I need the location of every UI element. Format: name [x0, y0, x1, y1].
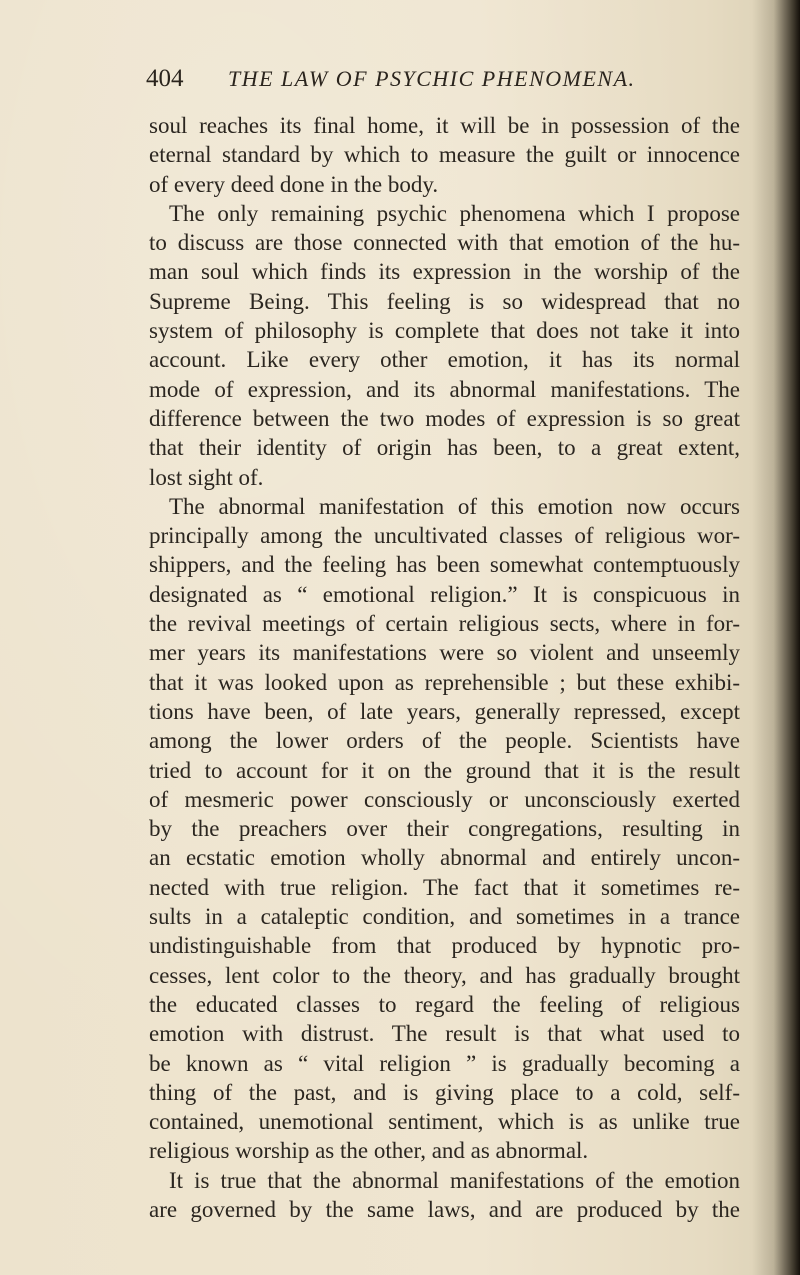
body-text [149, 111, 740, 1224]
text-line: principally among the uncultivated classes of religious wor- [149, 523, 740, 549]
text-line: to discuss are those connected with that emotion of the hu- [149, 230, 740, 256]
text-line: The only remaining psychic phenomena which I propose [169, 200, 740, 226]
text-line: are governed by the same laws, and are produced by the [149, 1196, 740, 1222]
text-line: Supreme Being. This feeling is so widespread that no [149, 288, 740, 314]
text-line: system of philosophy is complete that does not take it into [149, 318, 740, 344]
text-line: eternal standard by which to measure the guilt or innocence [149, 142, 740, 168]
text-line: tried to account for it on the ground that it is the result [149, 757, 740, 783]
text-line: tions have been, of late years, generally repressed, except [149, 698, 740, 724]
text-line: sults in a cataleptic condition, and sometimes in a trance [149, 904, 740, 930]
text-line: mode of expression, and its abnormal manifestations. The [149, 376, 740, 402]
running-title: THE LAW OF PSYCHIC PHENOMENA. [228, 66, 636, 91]
text-line: It is true that the abnormal manifestations of the emotion [169, 1167, 740, 1193]
text-line: nected with true religion. The fact that it sometimes re- [149, 874, 740, 900]
text-line: the revival meetings of certain religious sects, where in for- [149, 611, 740, 637]
text-line: by the preachers over their congregations, resulting in [149, 816, 740, 842]
text-line: undistinguishable from that produced by hypnotic pro- [149, 933, 740, 959]
text-line: the educated classes to regard the feeling of religious [149, 991, 740, 1017]
text-line: an ecstatic emotion wholly abnormal and entirely uncon- [149, 845, 740, 871]
text-line: designated as “ emotional religion.” It is conspicuous in [149, 581, 740, 607]
page-number: 404 [146, 65, 184, 92]
text-line: that it was looked upon as reprehensible ; but these exhibi- [149, 669, 740, 695]
text-line: religious worship as the other, and as abnormal. [149, 1138, 589, 1164]
text-line: lost sight of. [149, 464, 264, 490]
text-line: contained, unemotional sentiment, which is as unlike true [149, 1109, 740, 1135]
text-line: cesses, lent color to the theory, and has gradually brought [149, 962, 740, 988]
text-line: The abnormal manifestation of this emotion now occurs [169, 493, 740, 519]
text-line: emotion with distrust. The result is that what used to [149, 1021, 740, 1047]
text-line: soul reaches its final home, it will be in possession of the [149, 113, 740, 138]
text-line: among the lower orders of the people. Scientists have [149, 728, 740, 754]
text-line: be known as “ vital religion ” is gradually becoming a [149, 1050, 740, 1076]
text-line: of mesmeric power consciously or unconsciously exerted [149, 786, 740, 812]
text-line: thing of the past, and is giving place to a cold, self- [149, 1079, 740, 1105]
text-line: mer years its manifestations were so violent and unseemly [149, 640, 740, 666]
text-line: account. Like every other emotion, it has its normal [149, 347, 740, 373]
text-line: man soul which finds its expression in the worship of the [149, 259, 740, 285]
text-line: of every deed done in the body. [149, 171, 439, 197]
text-line: difference between the two modes of expression is so great [149, 405, 740, 431]
running-header [146, 64, 736, 98]
text-line: that their identity of origin has been, to a great extent, [149, 435, 740, 461]
text-line: shippers, and the feeling has been somewhat contemptuously [149, 552, 740, 578]
page-edge-shadow [752, 0, 800, 1275]
